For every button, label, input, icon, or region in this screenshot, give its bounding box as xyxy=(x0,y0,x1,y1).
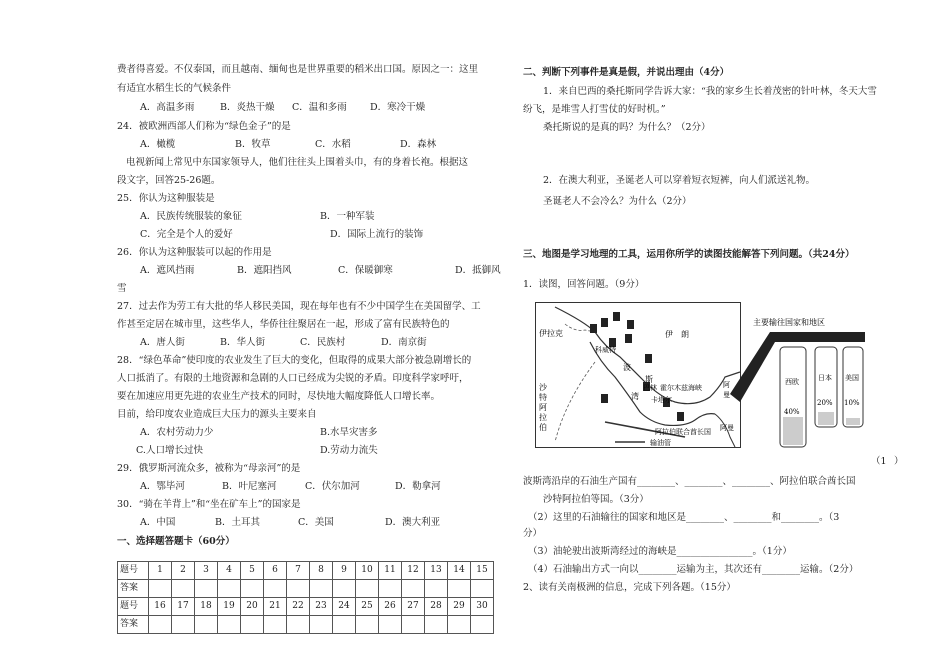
question-number-cell: 6 xyxy=(264,562,287,580)
question-number-cell: 30 xyxy=(471,598,494,616)
q27-line2: 作甚至定居在城市里，这些华人，华侨往往聚居在一起，形成了富有民族特色的 xyxy=(117,319,450,330)
label-saudi-3: 阿 xyxy=(539,403,547,412)
q27-option-b[interactable]: B．华人街 xyxy=(220,337,265,348)
q25-stem: 25．你认为这种服装是 xyxy=(117,193,215,204)
label-bahrain: 巴林 xyxy=(643,384,657,392)
answer-cell[interactable] xyxy=(402,616,425,634)
bar-fill-usa xyxy=(846,418,860,425)
answer-cell[interactable] xyxy=(149,616,172,634)
question-number-cell: 13 xyxy=(425,562,448,580)
question-number-cell: 17 xyxy=(172,598,195,616)
question-number-cell: 5 xyxy=(241,562,264,580)
q29-option-a[interactable]: A．鄂毕河 xyxy=(140,481,185,492)
q28-line1: 28．“绿色革命”使印度的农业发生了巨大的变化，但取得的成果大部分被急剧增长的 xyxy=(117,355,472,366)
label-qatar: 卡塔尔 xyxy=(651,396,672,404)
map-q4-line: （4）石油输出方式一向以________运输为主，其次还有________运输。（2分） xyxy=(528,564,859,575)
intro-line2: 有适宜水稻生长的气候条件 xyxy=(117,83,232,94)
question-number-cell: 24 xyxy=(333,598,356,616)
q29-option-d[interactable]: D．勒拿河 xyxy=(395,481,441,492)
oil-field-icon xyxy=(677,412,684,421)
q29-option-b[interactable]: B．叶尼塞河 xyxy=(222,481,277,492)
bar-label-west-europe: 西欧 xyxy=(785,378,799,386)
q27-option-c[interactable]: C．民族村 xyxy=(300,337,346,348)
label-export-title: 主要输往国家和地区 xyxy=(753,318,825,327)
news-line1: 电视新闻上常见中东国家领导人，他们往往头上围着头巾，有的身着长袍。根据这 xyxy=(126,157,469,168)
answer-cell[interactable] xyxy=(471,580,494,598)
answer-cell[interactable] xyxy=(425,580,448,598)
answer-cell[interactable] xyxy=(333,580,356,598)
label-gulf-2: 斯 xyxy=(645,375,653,384)
q28-option-c[interactable]: C.人口增长过快 xyxy=(136,445,203,456)
question-number-cell: 26 xyxy=(379,598,402,616)
oil-field-icon xyxy=(627,320,634,329)
q28-line4: 目前，给印度农业造成巨大压力的源头主要来自 xyxy=(117,409,317,420)
bar-pct-west-europe: 40% xyxy=(784,408,800,416)
label-saudi-4: 拉 xyxy=(539,413,547,422)
question-number-cell: 19 xyxy=(218,598,241,616)
q29-stem: 29．俄罗斯河流众多，被称为“母亲河”的是 xyxy=(117,463,301,474)
bar-label-japan: 日本 xyxy=(818,374,832,382)
q30-stem: 30．“骑在羊背上”和“坐在矿车上”的国家是 xyxy=(117,499,301,510)
q26-option-d[interactable]: D．抵御风 xyxy=(455,265,501,276)
section2-heading: 二、判断下列事件是真是假，并说出理由（4分） xyxy=(523,67,730,78)
question-number-cell: 29 xyxy=(448,598,471,616)
table-answer-label: 答案 xyxy=(118,580,149,598)
question-number-cell: 2 xyxy=(172,562,195,580)
answer-cell[interactable] xyxy=(264,580,287,598)
oil-field-icon xyxy=(625,334,632,343)
answer-cell[interactable] xyxy=(241,580,264,598)
bar-pct-usa: 10% xyxy=(844,399,860,407)
q30-option-c[interactable]: C．美国 xyxy=(298,517,334,528)
table-row xyxy=(118,616,494,634)
answer-cell[interactable] xyxy=(310,616,333,634)
answer-cell[interactable] xyxy=(172,580,195,598)
question-number-cell: 14 xyxy=(448,562,471,580)
q30-option-a[interactable]: A．中国 xyxy=(140,517,176,528)
answer-cell[interactable] xyxy=(471,616,494,634)
question-number-cell: 23 xyxy=(310,598,333,616)
question-number-cell: 20 xyxy=(241,598,264,616)
label-saudi-1: 沙 xyxy=(539,383,547,392)
answer-cell[interactable] xyxy=(264,616,287,634)
label-iraq: 伊拉克 xyxy=(539,329,563,338)
question-number-cell: 27 xyxy=(402,598,425,616)
answer-cell[interactable] xyxy=(287,616,310,634)
answer-card-table xyxy=(117,561,494,634)
label-oman-1: 阿 xyxy=(723,381,730,389)
question-number-cell: 18 xyxy=(195,598,218,616)
judge1-question: 桑托斯说的是真的吗？为什么？（2分） xyxy=(543,122,711,133)
table-row xyxy=(118,562,494,580)
q30-option-b[interactable]: B．土耳其 xyxy=(215,517,260,528)
question-number-cell: 3 xyxy=(195,562,218,580)
bar-pct-japan: 20% xyxy=(817,399,833,407)
answer-cell[interactable] xyxy=(402,580,425,598)
map-question2-title: 2、读有关南极洲的信息，完成下列各题。（15分） xyxy=(523,582,736,593)
question-number-cell: 28 xyxy=(425,598,448,616)
q30-option-d[interactable]: D．澳大利亚 xyxy=(385,517,441,528)
q25-option-b[interactable]: B．一种军装 xyxy=(320,211,375,222)
intro-line1: 费者得喜爱。不仅泰国，而且越南、缅甸也是世界重要的稻米出口国。原因之一：这里 xyxy=(117,64,479,75)
q29-option-c[interactable]: C．伏尔加河 xyxy=(305,481,360,492)
q23-option-c[interactable]: C．温和多雨 xyxy=(292,102,347,113)
q1-tag: （1 xyxy=(871,456,887,467)
question-number-cell: 11 xyxy=(379,562,402,580)
q26-option-c[interactable]: C．保暖御寒 xyxy=(338,265,393,276)
answer-cell[interactable] xyxy=(218,616,241,634)
section3-heading: 三、地图是学习地理的工具，运用你所学的读图技能解答下列问题。（共24分） xyxy=(523,249,855,260)
answer-cell[interactable] xyxy=(425,616,448,634)
answer-cell[interactable] xyxy=(195,580,218,598)
map-q3-line: （3）油轮驶出波斯湾经过的海峡是________________。（1分） xyxy=(528,546,792,557)
map-question1-title: 1．读图，回答问题。（9分） xyxy=(523,279,645,290)
judge1-line2: 纷飞，是堆雪人打雪仗的好时机。” xyxy=(523,104,666,115)
q24-option-c[interactable]: C．水稻 xyxy=(315,139,351,150)
answer-cell[interactable] xyxy=(310,580,333,598)
table-header-cell: 题号 xyxy=(118,562,149,580)
bar-label-usa: 美国 xyxy=(845,374,859,382)
label-iran: 伊 朗 xyxy=(665,330,689,339)
q28-option-a[interactable]: A．农村劳动力少 xyxy=(140,427,214,438)
q27-option-a[interactable]: A．唐人街 xyxy=(140,337,185,348)
q28-line2: 人口抵消了。有限的土地资源和急剧的人口已经成为尖锐的矛盾。印度科学家呼吁， xyxy=(117,373,469,384)
oil-field-icon xyxy=(590,324,597,333)
q1-tag-close: ） xyxy=(894,456,904,467)
table-row xyxy=(118,580,494,598)
q28-line3: 要在加速应用更先进的农业生产技术的同时，尽快地大幅度降低人口增长率。 xyxy=(117,391,441,402)
q24-option-a[interactable]: A．橄榄 xyxy=(140,139,176,150)
answer-cell[interactable] xyxy=(356,580,379,598)
oil-field-icon xyxy=(613,312,620,321)
q24-stem: 24．被欧洲西部人们称为“绿色金子”的是 xyxy=(117,121,291,132)
label-gulf-1: 波 xyxy=(623,363,631,372)
judge1-line1: 1．来自巴西的桑托斯同学告诉大家：“我的家乡生长着茂密的针叶林，冬天大雪 xyxy=(543,86,877,97)
bar-frame-usa xyxy=(843,347,863,427)
q25-option-c[interactable]: C．完全是个人的爱好 xyxy=(140,229,233,240)
question-number-cell: 21 xyxy=(264,598,287,616)
judge2-line: 2．在澳大利亚，圣诞老人可以穿着短衣短裤，向人们派送礼物。 xyxy=(543,175,816,186)
label-oman-2: 曼 xyxy=(723,391,730,399)
label-saudi-2: 特 xyxy=(539,393,547,402)
label-gulf-3: 湾 xyxy=(631,392,639,401)
answer-cell[interactable] xyxy=(379,580,402,598)
answer-cell[interactable] xyxy=(356,616,379,634)
q24-option-b[interactable]: B．牧草 xyxy=(235,139,271,150)
map-svg xyxy=(535,302,865,450)
oil-field-icon xyxy=(645,354,652,363)
bar-fill-west-europe xyxy=(783,417,803,445)
section1-heading: 一、选择题答题卡（60分） xyxy=(117,536,235,547)
question-number-cell: 22 xyxy=(287,598,310,616)
question-number-cell: 7 xyxy=(287,562,310,580)
question-number-cell: 10 xyxy=(356,562,379,580)
map-q1-line2: 沙特阿拉伯等国。（3分） xyxy=(543,494,649,505)
table-header-cell: 题号 xyxy=(118,598,149,616)
map-q1-line1: 波斯湾沿岸的石油生产国有________、________、________、阿拉伯联合酋长国 xyxy=(523,476,856,487)
table-row xyxy=(118,598,494,616)
q25-option-a[interactable]: A．民族传统服装的象征 xyxy=(140,211,242,222)
q24-option-d[interactable]: D．森林 xyxy=(400,139,437,150)
q23-option-a[interactable]: A．高温多雨 xyxy=(140,102,195,113)
label-saudi-5: 伯 xyxy=(539,423,547,432)
question-number-cell: 1 xyxy=(149,562,172,580)
q25-option-d[interactable]: D．国际上流行的装饰 xyxy=(330,229,424,240)
persian-gulf-map xyxy=(535,302,865,450)
label-uae: 阿拉伯联合酋长国 xyxy=(655,428,711,436)
oil-field-icon xyxy=(601,394,608,403)
judge2-question: 圣诞老人不会冷么？为什么（2分） xyxy=(543,196,692,207)
label-kuwait: 科威特 xyxy=(595,346,616,354)
label-oman-3: 阿曼 xyxy=(720,424,734,432)
question-number-cell: 25 xyxy=(356,598,379,616)
q26-option-a[interactable]: A．遮风挡雨 xyxy=(140,265,195,276)
answer-cell[interactable] xyxy=(287,580,310,598)
q27-line1: 27．过去作为劳工有大批的华人移民美国，现在每年也有不少中国学生在美国留学、工 xyxy=(117,301,481,312)
answer-cell[interactable] xyxy=(172,616,195,634)
question-number-cell: 9 xyxy=(333,562,356,580)
q26-option-d-wrap: 雪 xyxy=(117,283,127,294)
news-line2: 段文字，回答25-26题。 xyxy=(117,175,221,186)
q27-option-d[interactable]: D．南京街 xyxy=(381,337,427,348)
map-q2-line: （2）这里的石油输往的国家和地区是________、________和________。（3 xyxy=(528,512,840,523)
question-number-cell: 8 xyxy=(310,562,333,580)
answer-cell[interactable] xyxy=(218,580,241,598)
answer-cell[interactable] xyxy=(448,580,471,598)
answer-cell[interactable] xyxy=(149,580,172,598)
map-q2-wrap: 分） xyxy=(523,528,543,539)
q28-option-b[interactable]: B.水旱灾害多 xyxy=(320,427,378,438)
question-number-cell: 15 xyxy=(471,562,494,580)
q23-option-b[interactable]: B．炎热干燥 xyxy=(220,102,275,113)
q26-option-b[interactable]: B．遮阳挡风 xyxy=(237,265,292,276)
oil-field-icon xyxy=(601,318,608,327)
export-bars xyxy=(780,347,863,447)
label-hormuz: 霍尔木兹海峡 xyxy=(660,384,702,392)
question-number-cell: 16 xyxy=(149,598,172,616)
q28-option-d[interactable]: D.劳动力流失 xyxy=(320,445,378,456)
label-pipeline: 输油管 xyxy=(650,439,671,447)
q23-option-d[interactable]: D．寒冷干燥 xyxy=(370,102,426,113)
answer-cell[interactable] xyxy=(379,616,402,634)
q26-stem: 26．你认为这种服装可以起的作用是 xyxy=(117,247,272,258)
answer-cell[interactable] xyxy=(448,616,471,634)
answer-cell[interactable] xyxy=(333,616,356,634)
question-number-cell: 4 xyxy=(218,562,241,580)
answer-cell[interactable] xyxy=(195,616,218,634)
answer-cell[interactable] xyxy=(241,616,264,634)
table-answer-label: 答案 xyxy=(118,616,149,634)
bar-fill-japan xyxy=(818,412,834,425)
question-number-cell: 12 xyxy=(402,562,425,580)
